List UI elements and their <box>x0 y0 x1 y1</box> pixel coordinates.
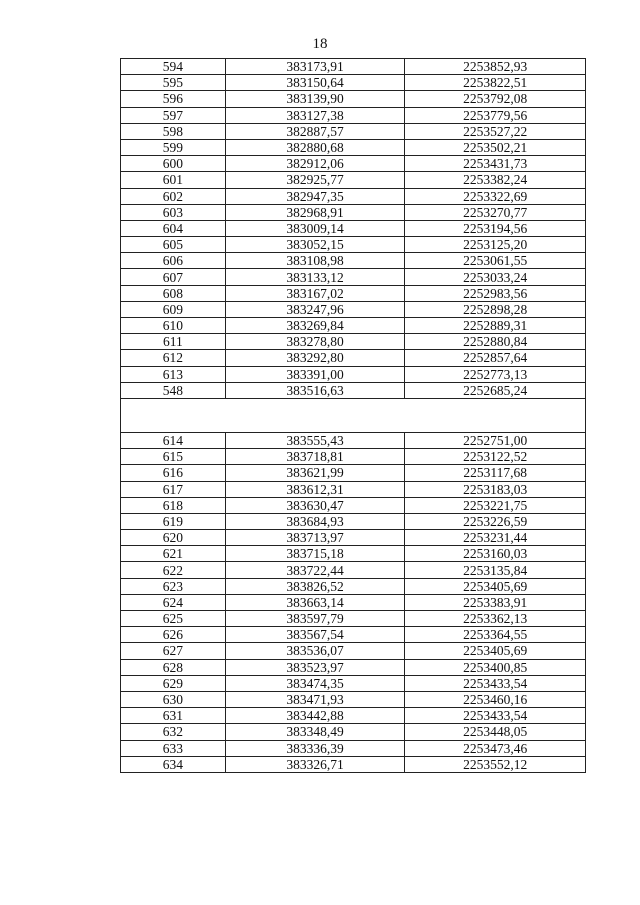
point-number: 607 <box>121 269 226 285</box>
y-coordinate: 2253382,24 <box>405 172 586 188</box>
table-row <box>121 546 586 562</box>
y-coordinate: 2252880,84 <box>405 334 586 350</box>
point-number: 619 <box>121 513 226 529</box>
table-row <box>121 530 586 546</box>
x-coordinate: 382887,57 <box>225 123 405 139</box>
y-coordinate: 2252751,00 <box>405 432 586 448</box>
table-row <box>121 253 586 269</box>
point-number: 626 <box>121 627 226 643</box>
table-row <box>121 269 586 285</box>
point-number: 615 <box>121 449 226 465</box>
y-coordinate: 2253460,16 <box>405 691 586 707</box>
x-coordinate: 383471,93 <box>225 691 405 707</box>
table-row <box>121 708 586 724</box>
x-coordinate: 383108,98 <box>225 253 405 269</box>
x-coordinate: 383474,35 <box>225 675 405 691</box>
y-coordinate: 2253362,13 <box>405 611 586 627</box>
point-number: 603 <box>121 204 226 220</box>
y-coordinate: 2253364,55 <box>405 627 586 643</box>
y-coordinate: 2252889,31 <box>405 318 586 334</box>
x-coordinate: 383173,91 <box>225 59 405 75</box>
x-coordinate: 383133,12 <box>225 269 405 285</box>
table-row <box>121 691 586 707</box>
table-row <box>121 59 586 75</box>
y-coordinate: 2253779,56 <box>405 107 586 123</box>
y-coordinate: 2253431,73 <box>405 156 586 172</box>
x-coordinate: 383127,38 <box>225 107 405 123</box>
x-coordinate: 383663,14 <box>225 594 405 610</box>
table-row <box>121 756 586 772</box>
x-coordinate: 383139,90 <box>225 91 405 107</box>
x-coordinate: 383269,84 <box>225 318 405 334</box>
point-number: 624 <box>121 594 226 610</box>
y-coordinate: 2253448,05 <box>405 724 586 740</box>
point-number: 616 <box>121 465 226 481</box>
x-coordinate: 383555,43 <box>225 432 405 448</box>
y-coordinate: 2253405,69 <box>405 643 586 659</box>
point-number: 601 <box>121 172 226 188</box>
point-number: 630 <box>121 691 226 707</box>
table-row <box>121 449 586 465</box>
x-coordinate: 383612,31 <box>225 481 405 497</box>
table-row <box>121 172 586 188</box>
point-number: 596 <box>121 91 226 107</box>
point-number: 632 <box>121 724 226 740</box>
y-coordinate: 2253194,56 <box>405 220 586 236</box>
table-row <box>121 156 586 172</box>
y-coordinate: 2253322,69 <box>405 188 586 204</box>
y-coordinate: 2253852,93 <box>405 59 586 75</box>
table-row <box>121 578 586 594</box>
table-row <box>121 432 586 448</box>
table-row <box>121 740 586 756</box>
y-coordinate: 2253383,91 <box>405 594 586 610</box>
x-coordinate: 382912,06 <box>225 156 405 172</box>
table-row <box>121 675 586 691</box>
x-coordinate: 383278,80 <box>225 334 405 350</box>
y-coordinate: 2253231,44 <box>405 530 586 546</box>
table-row <box>121 465 586 481</box>
table-row <box>121 285 586 301</box>
x-coordinate: 383713,97 <box>225 530 405 546</box>
x-coordinate: 383684,93 <box>225 513 405 529</box>
x-coordinate: 383523,97 <box>225 659 405 675</box>
x-coordinate: 383292,80 <box>225 350 405 366</box>
x-coordinate: 383150,64 <box>225 75 405 91</box>
page-number: 18 <box>312 36 328 52</box>
y-coordinate: 2253792,08 <box>405 91 586 107</box>
point-number: 631 <box>121 708 226 724</box>
table-row <box>121 139 586 155</box>
y-coordinate: 2253033,24 <box>405 269 586 285</box>
point-number: 621 <box>121 546 226 562</box>
y-coordinate: 2253135,84 <box>405 562 586 578</box>
point-number: 618 <box>121 497 226 513</box>
table-gap-row <box>121 398 586 432</box>
point-number: 606 <box>121 253 226 269</box>
x-coordinate: 383722,44 <box>225 562 405 578</box>
y-coordinate: 2252773,13 <box>405 366 586 382</box>
point-number: 634 <box>121 756 226 772</box>
table-row <box>121 382 586 398</box>
coordinates-table <box>120 58 586 773</box>
table-row <box>121 334 586 350</box>
y-coordinate: 2252685,24 <box>405 382 586 398</box>
table-row <box>121 91 586 107</box>
table-row <box>121 594 586 610</box>
point-number: 625 <box>121 611 226 627</box>
table-row <box>121 220 586 236</box>
x-coordinate: 383718,81 <box>225 449 405 465</box>
y-coordinate: 2253117,68 <box>405 465 586 481</box>
point-number: 629 <box>121 675 226 691</box>
table-row <box>121 237 586 253</box>
point-number: 597 <box>121 107 226 123</box>
y-coordinate: 2253061,55 <box>405 253 586 269</box>
x-coordinate: 383009,14 <box>225 220 405 236</box>
x-coordinate: 383167,02 <box>225 285 405 301</box>
y-coordinate: 2253552,12 <box>405 756 586 772</box>
y-coordinate: 2253183,03 <box>405 481 586 497</box>
table-row <box>121 123 586 139</box>
table-row <box>121 481 586 497</box>
y-coordinate: 2253473,46 <box>405 740 586 756</box>
point-number: 614 <box>121 432 226 448</box>
point-number: 633 <box>121 740 226 756</box>
point-number: 548 <box>121 382 226 398</box>
table-row <box>121 611 586 627</box>
point-number: 595 <box>121 75 226 91</box>
x-coordinate: 383348,49 <box>225 724 405 740</box>
x-coordinate: 383597,79 <box>225 611 405 627</box>
table-row <box>121 188 586 204</box>
point-number: 602 <box>121 188 226 204</box>
x-coordinate: 383536,07 <box>225 643 405 659</box>
x-coordinate: 382925,77 <box>225 172 405 188</box>
point-number: 611 <box>121 334 226 350</box>
table-row <box>121 724 586 740</box>
y-coordinate: 2253527,22 <box>405 123 586 139</box>
y-coordinate: 2253270,77 <box>405 204 586 220</box>
y-coordinate: 2253226,59 <box>405 513 586 529</box>
point-number: 623 <box>121 578 226 594</box>
x-coordinate: 383516,63 <box>225 382 405 398</box>
point-number: 608 <box>121 285 226 301</box>
table-row <box>121 107 586 123</box>
point-number: 609 <box>121 301 226 317</box>
y-coordinate: 2253221,75 <box>405 497 586 513</box>
point-number: 598 <box>121 123 226 139</box>
point-number: 599 <box>121 139 226 155</box>
x-coordinate: 383326,71 <box>225 756 405 772</box>
y-coordinate: 2253502,21 <box>405 139 586 155</box>
table-row <box>121 562 586 578</box>
y-coordinate: 2253822,51 <box>405 75 586 91</box>
table-row <box>121 627 586 643</box>
table-row <box>121 301 586 317</box>
table-row <box>121 75 586 91</box>
y-coordinate: 2253433,54 <box>405 708 586 724</box>
x-coordinate: 382880,68 <box>225 139 405 155</box>
point-number: 594 <box>121 59 226 75</box>
point-number: 628 <box>121 659 226 675</box>
x-coordinate: 383336,39 <box>225 740 405 756</box>
x-coordinate: 383247,96 <box>225 301 405 317</box>
point-number: 604 <box>121 220 226 236</box>
table-row <box>121 643 586 659</box>
point-number: 622 <box>121 562 226 578</box>
table-row <box>121 350 586 366</box>
y-coordinate: 2253160,03 <box>405 546 586 562</box>
x-coordinate: 383052,15 <box>225 237 405 253</box>
y-coordinate: 2252857,64 <box>405 350 586 366</box>
x-coordinate: 383826,52 <box>225 578 405 594</box>
y-coordinate: 2253405,69 <box>405 578 586 594</box>
y-coordinate: 2253433,54 <box>405 675 586 691</box>
table-row <box>121 659 586 675</box>
y-coordinate: 2253122,52 <box>405 449 586 465</box>
point-number: 605 <box>121 237 226 253</box>
x-coordinate: 383442,88 <box>225 708 405 724</box>
point-number: 617 <box>121 481 226 497</box>
point-number: 612 <box>121 350 226 366</box>
point-number: 620 <box>121 530 226 546</box>
gap-cell <box>121 398 586 432</box>
table-row <box>121 318 586 334</box>
point-number: 627 <box>121 643 226 659</box>
x-coordinate: 383391,00 <box>225 366 405 382</box>
x-coordinate: 382947,35 <box>225 188 405 204</box>
y-coordinate: 2252898,28 <box>405 301 586 317</box>
y-coordinate: 2252983,56 <box>405 285 586 301</box>
y-coordinate: 2253125,20 <box>405 237 586 253</box>
x-coordinate: 383567,54 <box>225 627 405 643</box>
point-number: 613 <box>121 366 226 382</box>
table-row <box>121 366 586 382</box>
point-number: 610 <box>121 318 226 334</box>
x-coordinate: 383715,18 <box>225 546 405 562</box>
x-coordinate: 383621,99 <box>225 465 405 481</box>
table-row <box>121 513 586 529</box>
table-row <box>121 497 586 513</box>
y-coordinate: 2253400,85 <box>405 659 586 675</box>
table-row <box>121 204 586 220</box>
point-number: 600 <box>121 156 226 172</box>
x-coordinate: 382968,91 <box>225 204 405 220</box>
x-coordinate: 383630,47 <box>225 497 405 513</box>
